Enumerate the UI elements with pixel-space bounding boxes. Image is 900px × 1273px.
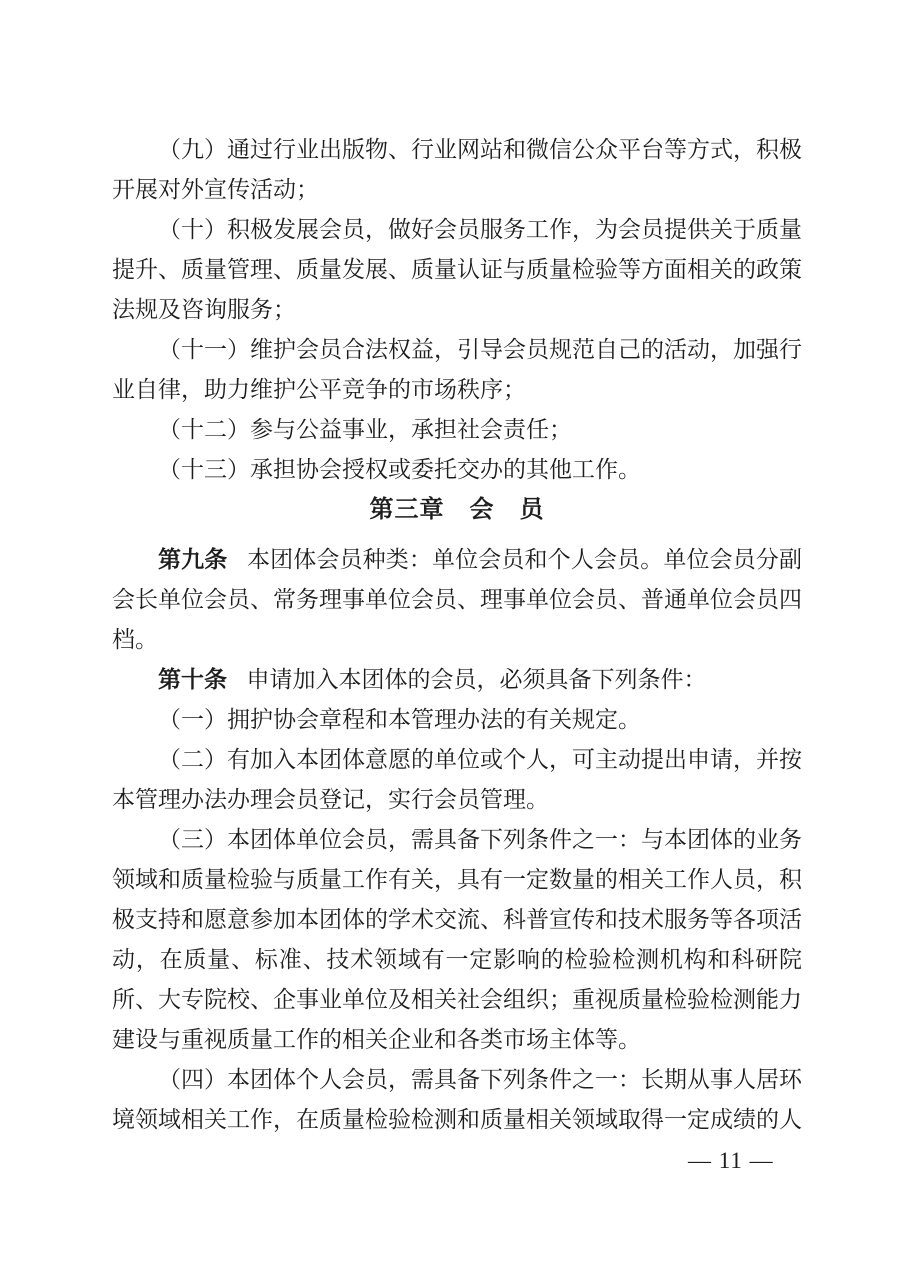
article-10 [112,660,802,700]
duty-item-13: （十三）承担协会授权或委托交办的其他工作。 [158,457,641,482]
article-9-label: 第九条 [158,547,228,572]
condition-item-4: （四）本团体个人会员，需具备下列条件之一：长期从事人居环境领域相关工作，在质量检验检测和质量相关领域取得一定成绩的人 [112,1067,802,1132]
article-9-text: 本团体会员种类：单位会员和个人会员。单位会员分副会长单位会员、常务理事单位会员、理事单位会员、普通单位会员四档。 [112,547,803,652]
article-10-text: 申请加入本团体的会员，必须具备下列条件： [246,667,707,692]
article-10-label: 第十条 [158,667,227,692]
duty-item-10: （十）积极发展会员，做好会员服务工作，为会员提供关于质量提升、质量管理、质量发展、质量认证与质量检验等方面相关的政策法规及咨询服务； [112,217,802,322]
duty-item-12: （十二）参与公益事业，承担社会责任； [158,417,572,442]
condition-item-3: （三）本团体单位会员，需具备下列条件之一：与本团体的业务领域和质量检验与质量工作有关，具有一定数量的相关工作人员，积极支持和愿意参加本团体的学术交流、科普宣传和技术服务等各项活动，在质量、标准、技术领域有一定影响的检验检测机构和科研院所、大专院校、企事业单位及相关社会组织；重视质量检验检测能力建设与重视质量工作的相关企业和各类市场主体等。 [112,827,802,1052]
condition-item-1: （一）拥护协会章程和本管理办法的有关规定。 [158,707,641,732]
page-number: — 11 — [688,1148,774,1173]
duty-item-9: （九）通过行业出版物、行业网站和微信公众平台等方式，积极开展对外宣传活动； [112,137,802,202]
document-body [112,130,802,1140]
chapter-heading: 第三章 会 员 [369,496,545,523]
condition-item-2: （二）有加入本团体意愿的单位或个人，可主动提出申请，并按本管理办法办理会员登记，实行会员管理。 [112,747,802,812]
article-9 [112,540,802,660]
duty-item-11: （十一）维护会员合法权益，引导会员规范自己的活动，加强行业自律，助力维护公平竞争的市场秩序； [112,337,802,402]
